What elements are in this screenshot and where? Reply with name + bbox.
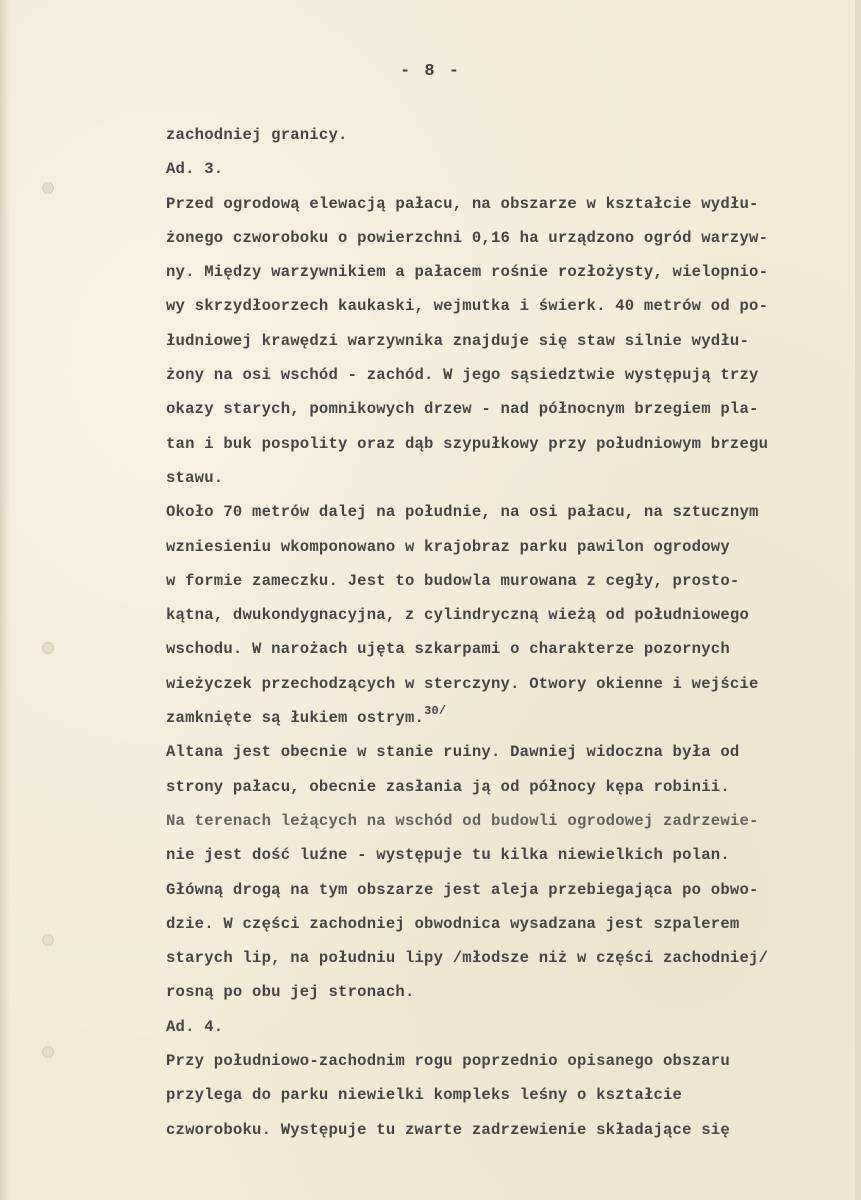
- text-line: zachodniej granicy.: [166, 126, 348, 144]
- typewritten-body: [166, 118, 846, 1147]
- text-line: zamknięte są łukiem ostrym.: [166, 709, 425, 728]
- text-line: wy skrzydłoorzech kaukaski, wejmutka i świerk. 40 metrów od po-: [166, 297, 769, 316]
- binding-hole: [42, 642, 54, 654]
- text-line-with-footnote: [166, 701, 846, 735]
- text-line: Główną drogą na tym obszarze jest aleja przebiegająca po obwo-: [166, 880, 759, 899]
- binding-hole: [42, 182, 54, 194]
- text-line: Około 70 metrów dalej na południe, na osi pałacu, na sztucznym: [166, 503, 759, 522]
- text-line: kątna, dwukondygnacyjna, z cylindryczną wieżą od południowego: [166, 606, 750, 625]
- text-line: okazy starych, pomnikowych drzew - nad północnym brzegiem pla-: [166, 400, 759, 419]
- footnote-reference: 30/: [424, 704, 447, 719]
- text-line: w formie zameczku. Jest to budowla murowana z cegły, prosto-: [166, 571, 740, 590]
- text-line: przylega do parku niewielki kompleks leśny o kształcie: [166, 1086, 683, 1105]
- text-line: czworoboku. Występuje tu zwarte zadrzewienie składające się: [166, 1120, 730, 1139]
- text-line: stawu.: [166, 468, 224, 487]
- binding-hole: [42, 1046, 54, 1058]
- text-line: łudniowej krawędzi warzywnika znajduje się staw silnie wydłu-: [166, 331, 750, 350]
- binding-hole: [42, 934, 54, 946]
- text-line: wzniesieniu wkomponowano w krajobraz parku pawilon ogrodowy: [166, 537, 730, 556]
- text-line: Altana jest obecnie w stanie ruiny. Dawniej widoczna była od: [166, 743, 740, 762]
- text-line: wschodu. W narożach ujęta szkarpami o charakterze pozornych: [166, 640, 730, 659]
- text-line: strony pałacu, obecnie zasłania ją od północy kępa robinii.: [166, 777, 730, 796]
- text-line: ny. Między warzywnikiem a pałacem rośnie rozłożysty, wielopnio-: [166, 263, 769, 282]
- text-line: rosną po obu jej stronach.: [166, 983, 415, 1002]
- text-line: Przy południowo-zachodnim rogu poprzednio opisanego obszaru: [166, 1052, 730, 1071]
- page-number: - 8 -: [399, 62, 461, 81]
- text-line: żonego czworoboku o powierzchni 0,16 ha urządzono ogród warzyw-: [166, 228, 769, 247]
- text-line: nie jest dość luźne - występuje tu kilka niewielkich polan.: [166, 846, 730, 865]
- section-heading: Ad. 3.: [166, 160, 224, 179]
- text-line: żony na osi wschód - zachód. W jego sąsiedztwie występują trzy: [166, 366, 759, 385]
- section-heading: Ad. 4.: [166, 1017, 224, 1036]
- page-edge-shadow: [0, 0, 10, 1200]
- text-line: Na terenach leżących na wschód od budowli ogrodowej zadrzewie-: [166, 811, 759, 830]
- text-line: Przed ogrodową elewacją pałacu, na obszarze w kształcie wydłu-: [166, 194, 759, 213]
- text-line: tan i buk pospolity oraz dąb szypułkowy przy południowym brzegu: [166, 434, 769, 453]
- text-line: starych lip, na południu lipy /młodsze niż w części zachodniej/: [166, 949, 769, 968]
- text-line: dzie. W części zachodniej obwodnica wysadzana jest szpalerem: [166, 914, 740, 933]
- text-line: wieżyczek przechodzących w sterczyny. Otwory okienne i wejście: [166, 674, 759, 693]
